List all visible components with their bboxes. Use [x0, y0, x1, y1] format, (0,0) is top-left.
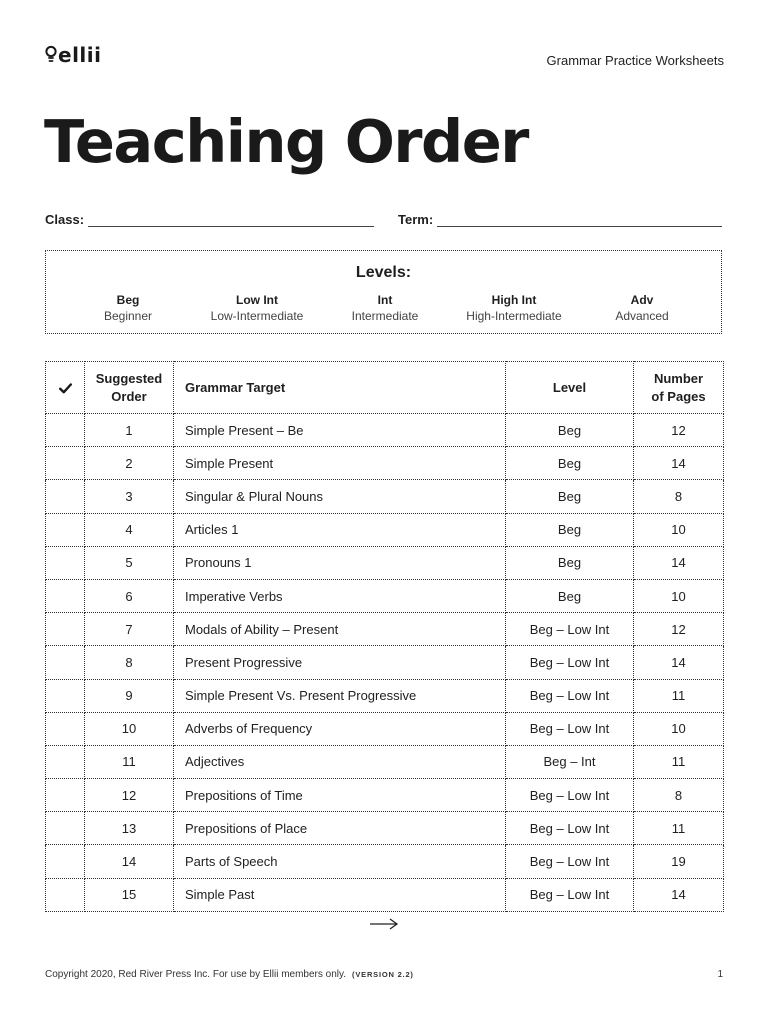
level-cell: Beg – Low Int [506, 712, 634, 745]
pages-cell: 10 [634, 513, 724, 546]
pages-cell: 11 [634, 812, 724, 845]
order-cell: 13 [85, 812, 174, 845]
logo-text: ellii [58, 43, 102, 67]
order-cell: 1 [85, 414, 174, 447]
pages-cell: 8 [634, 779, 724, 812]
level-cell: Beg [506, 447, 634, 480]
table-row [46, 779, 724, 812]
level-cell: Beg [506, 480, 634, 513]
level-abbr: High Int [491, 293, 537, 307]
levels-legend [45, 250, 722, 334]
order-cell: 12 [85, 779, 174, 812]
check-cell[interactable] [46, 579, 85, 612]
order-header-line1: Suggested [95, 370, 163, 386]
level-cell: Beg – Low Int [506, 779, 634, 812]
term-label: Term: [398, 212, 434, 227]
order-header-line2: Order [111, 388, 147, 404]
check-cell[interactable] [46, 546, 85, 579]
check-cell[interactable] [46, 878, 85, 911]
grammar-target-cell: Simple Present [174, 447, 506, 480]
table-row [46, 646, 724, 679]
level-full: Advanced [615, 309, 669, 323]
target-column-header: Grammar Target [174, 362, 506, 414]
check-cell[interactable] [46, 646, 85, 679]
table-row [46, 878, 724, 911]
check-cell[interactable] [46, 613, 85, 646]
table-row [46, 745, 724, 778]
page-title: Teaching Order [44, 107, 528, 176]
grammar-target-cell: Imperative Verbs [174, 579, 506, 612]
table-row [46, 513, 724, 546]
level-cell: Beg [506, 546, 634, 579]
order-cell: 9 [85, 679, 174, 712]
check-cell[interactable] [46, 447, 85, 480]
check-cell[interactable] [46, 679, 85, 712]
level-abbr: Low Int [236, 293, 278, 307]
table-row [46, 613, 724, 646]
grammar-target-cell: Articles 1 [174, 513, 506, 546]
table-header-row [46, 362, 724, 414]
pages-cell: 11 [634, 679, 724, 712]
level-full: High-Intermediate [466, 309, 562, 323]
page-number: 1 [717, 969, 723, 980]
check-cell[interactable] [46, 712, 85, 745]
table-row [46, 579, 724, 612]
level-int [310, 292, 460, 324]
order-cell: 7 [85, 613, 174, 646]
pages-cell: 14 [634, 546, 724, 579]
class-label: Class: [45, 212, 85, 227]
order-cell: 2 [85, 447, 174, 480]
table-row [46, 679, 724, 712]
level-adv [567, 292, 717, 324]
check-column-header [46, 362, 85, 414]
version-label: (VERSION 2.2) [352, 970, 414, 979]
level-cell: Beg – Low Int [506, 812, 634, 845]
pages-cell: 10 [634, 712, 724, 745]
order-cell: 14 [85, 845, 174, 878]
header-subtitle: Grammar Practice Worksheets [546, 53, 724, 68]
pages-cell: 12 [634, 613, 724, 646]
pages-cell: 8 [634, 480, 724, 513]
grammar-target-cell: Modals of Ability – Present [174, 613, 506, 646]
order-cell: 11 [85, 745, 174, 778]
level-cell: Beg – Low Int [506, 646, 634, 679]
grammar-target-cell: Prepositions of Place [174, 812, 506, 845]
pages-cell: 10 [634, 579, 724, 612]
level-abbr: Int [377, 293, 393, 307]
level-cell: Beg [506, 579, 634, 612]
level-column-header: Level [506, 362, 634, 414]
order-cell: 10 [85, 712, 174, 745]
term-input-line[interactable] [437, 212, 722, 227]
check-cell[interactable] [46, 845, 85, 878]
grammar-target-cell: Prepositions of Time [174, 779, 506, 812]
order-column-header [85, 362, 174, 414]
pages-column-header [634, 362, 724, 414]
pages-cell: 11 [634, 745, 724, 778]
order-cell: 5 [85, 546, 174, 579]
term-field [398, 212, 722, 227]
level-cell: Beg [506, 414, 634, 447]
level-cell: Beg – Low Int [506, 845, 634, 878]
order-cell: 6 [85, 579, 174, 612]
level-cell: Beg – Low Int [506, 613, 634, 646]
table-row [46, 712, 724, 745]
grammar-target-cell: Adjectives [174, 745, 506, 778]
table-row [46, 414, 724, 447]
level-abbr: Beg [116, 293, 140, 307]
grammar-target-cell: Singular & Plural Nouns [174, 480, 506, 513]
teaching-order-table [45, 361, 724, 912]
level-full: Intermediate [351, 309, 419, 323]
table-row [46, 845, 724, 878]
pages-cell: 14 [634, 447, 724, 480]
levels-title: Levels: [355, 264, 412, 281]
check-cell[interactable] [46, 812, 85, 845]
table-row [46, 480, 724, 513]
pages-cell: 14 [634, 646, 724, 679]
grammar-target-cell: Simple Past [174, 878, 506, 911]
pages-cell: 19 [634, 845, 724, 878]
ellii-logo [45, 42, 102, 68]
pages-cell: 12 [634, 414, 724, 447]
check-cell[interactable] [46, 414, 85, 447]
table-row [46, 447, 724, 480]
level-cell: Beg – Low Int [506, 679, 634, 712]
grammar-target-cell: Adverbs of Frequency [174, 712, 506, 745]
check-cell[interactable] [46, 513, 85, 546]
level-cell: Beg – Low Int [506, 878, 634, 911]
check-cell[interactable] [46, 480, 85, 513]
table-row [46, 546, 724, 579]
order-cell: 8 [85, 646, 174, 679]
level-abbr: Adv [630, 293, 654, 307]
pages-header-line2: of Pages [651, 388, 706, 404]
grammar-target-cell: Simple Present Vs. Present Progressive [174, 679, 506, 712]
copyright-footer [45, 969, 414, 980]
grammar-target-cell: Simple Present – Be [174, 414, 506, 447]
copyright-text: Copyright 2020, Red River Press Inc. For use by Ellii members only. [45, 969, 347, 980]
grammar-target-cell: Parts of Speech [174, 845, 506, 878]
grammar-target-cell: Present Progressive [174, 646, 506, 679]
lightbulb-icon [45, 45, 57, 65]
pages-header-line1: Number [653, 370, 704, 386]
level-cell: Beg [506, 513, 634, 546]
arrow-right-icon [369, 917, 399, 931]
pages-cell: 14 [634, 878, 724, 911]
level-full: Low-Intermediate [210, 309, 304, 323]
order-cell: 15 [85, 878, 174, 911]
order-cell: 3 [85, 480, 174, 513]
class-field [45, 212, 374, 227]
level-cell: Beg – Int [506, 745, 634, 778]
class-input-line[interactable] [88, 212, 374, 227]
table-row [46, 812, 724, 845]
check-cell[interactable] [46, 745, 85, 778]
order-cell: 4 [85, 513, 174, 546]
grammar-target-cell: Pronouns 1 [174, 546, 506, 579]
check-cell[interactable] [46, 779, 85, 812]
level-full: Beginner [103, 309, 153, 323]
level-beg [53, 292, 203, 324]
checkmark-icon [59, 383, 72, 394]
